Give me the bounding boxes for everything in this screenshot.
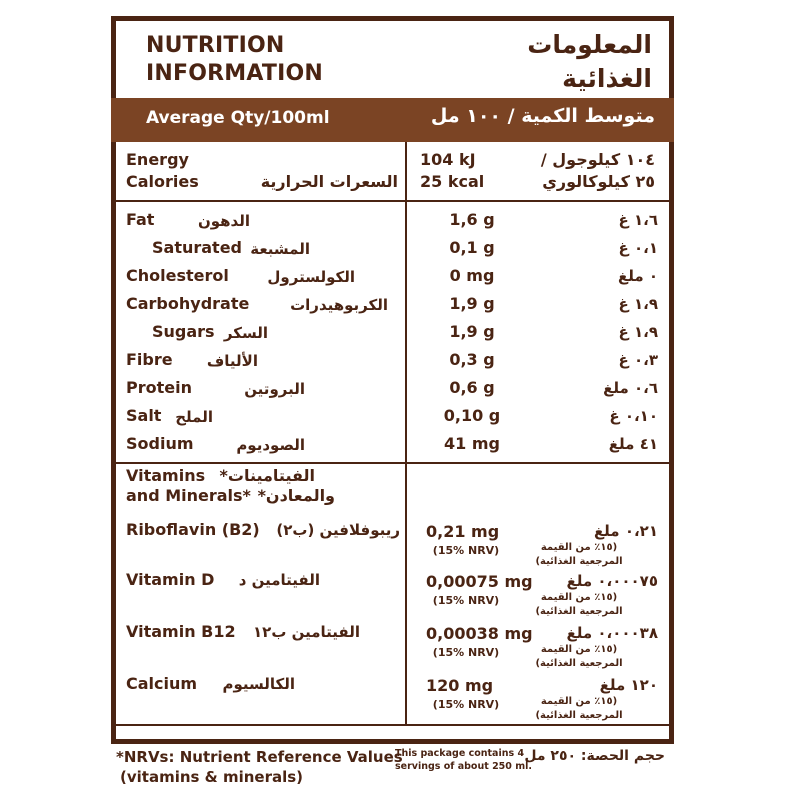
vitamin-nrv: (15% NRV)	[432, 594, 500, 607]
vitamin-nrv-ar-line1: (١٥٪ من القيمة	[540, 644, 618, 655]
vitamin-nrv: (15% NRV)	[432, 646, 500, 659]
nutrient-label-en: Salt	[126, 406, 162, 425]
vitamin-nrv-ar-line2: المرجعية الغذائية)	[535, 556, 623, 567]
nutrient-value-ar: ٠،١ غ	[618, 239, 658, 257]
vitamin-label-ar: الفيتامين ب١٢	[253, 623, 360, 641]
average-qty-label-ar: متوسط الكمية / ١٠٠ مل	[430, 105, 655, 127]
title-ar-line1: المعلومات	[527, 30, 652, 59]
nutrient-value: 41 mg	[444, 434, 500, 453]
nutrient-value: 1,6 g	[449, 210, 495, 229]
nutrient-value: 0,3 g	[449, 350, 495, 369]
nrv-footnote-line2: (vitamins & minerals)	[120, 768, 304, 786]
vitamin-nrv: (15% NRV)	[432, 544, 500, 557]
calories-label-ar: السعرات الحرارية	[260, 172, 398, 191]
nutrient-value-ar: ٠،٣ غ	[618, 351, 658, 369]
energy-value-ar-kj: ١٠٤ كيلوجول /	[540, 150, 655, 169]
nutrient-label-en: Saturated	[152, 238, 242, 257]
vitamin-value-ar: ٠،٢١ ملغ	[593, 522, 658, 540]
vitamin-nrv-ar-line1: (١٥٪ من القيمة	[540, 542, 618, 553]
vitamin-nrv-ar-line1: (١٥٪ من القيمة	[540, 696, 618, 707]
energy-value-kcal: 25 kcal	[420, 172, 485, 191]
vitamin-label-ar: الفيتامين د	[238, 571, 320, 589]
title-ar-line2: الغذائية	[562, 64, 652, 93]
vitamins-label-en2: and Minerals*	[126, 486, 251, 505]
servings-note-line2: servings of about 250 ml.	[395, 761, 532, 772]
vitamin-nrv: (15% NRV)	[432, 698, 500, 711]
nutrient-label-ar: الكولسترول	[267, 268, 355, 286]
nutrient-label-en: Carbohydrate	[126, 294, 250, 313]
nutrient-value-ar: ٠،١٠ غ	[609, 407, 658, 425]
energy-value-kj: 104 kJ	[420, 150, 476, 169]
nutrient-value-ar: ١،٦ غ	[618, 211, 658, 229]
nrv-footnote-line1: *NRVs: Nutrient Reference Values	[116, 748, 403, 766]
title-en-line2: INFORMATION	[146, 61, 323, 86]
vitamin-value-ar: ٠،٠٠٠٧٥ ملغ	[566, 572, 658, 590]
vitamin-nrv-ar-line1: (١٥٪ من القيمة	[540, 592, 618, 603]
vitamin-value: 0,21 mg	[426, 522, 500, 541]
vitamin-label-ar: ريبوفلافين (ب٢)	[276, 521, 400, 539]
divider-footer	[116, 724, 669, 726]
nutrient-value: 0,10 g	[443, 406, 501, 425]
vitamin-value: 0,00075 mg	[426, 572, 533, 591]
title-en	[146, 32, 323, 88]
average-qty-band	[111, 98, 674, 142]
nutrient-value: 1,9 g	[449, 322, 495, 341]
vitamin-label-en: Vitamin B12	[126, 622, 236, 641]
nutrient-label-ar: الدهون	[197, 212, 250, 230]
nutrient-value: 1,9 g	[449, 294, 495, 313]
vitamin-value-ar: ١٢٠ ملغ	[599, 676, 658, 694]
servings-note-line1: This package contains 4	[395, 748, 525, 759]
vitamin-label-en: Vitamin D	[126, 570, 215, 589]
nutrient-label-ar: المشبعة	[250, 240, 310, 258]
nutrient-value-ar: ٠ ملغ	[617, 267, 658, 285]
vitamin-nrv-ar-line2: المرجعية الغذائية)	[535, 658, 623, 669]
divider-energy	[116, 200, 669, 202]
vitamin-label-ar: الكالسيوم	[222, 675, 295, 693]
vitamin-value: 0,00038 mg	[426, 624, 533, 643]
vitamin-value-ar: ٠،٠٠٠٣٨ ملغ	[566, 624, 658, 642]
nutrient-label-en: Protein	[126, 378, 192, 397]
nutrient-value-ar: ١،٩ غ	[618, 323, 658, 341]
calories-label-en: Calories	[126, 172, 199, 191]
vitamin-nrv-ar-line2: المرجعية الغذائية)	[535, 710, 623, 721]
nutrient-value-ar: ٠،٦ ملغ	[603, 379, 658, 397]
nutrient-label-en: Sugars	[152, 322, 215, 341]
title-ar	[470, 28, 652, 96]
vitamins-label-ar2: والمعادن*	[257, 486, 335, 505]
nutrient-value-ar: ٤١ ملغ	[608, 435, 658, 453]
vitamin-label-en: Riboflavin (B2)	[126, 520, 260, 539]
nutrient-value-ar: ١،٩ غ	[618, 295, 658, 313]
nutrient-label-ar: الملح	[175, 408, 213, 426]
nutrient-value: 0,1 g	[449, 238, 495, 257]
vitamins-label-en1: Vitamins	[126, 466, 206, 485]
nutrient-label-en: Cholesterol	[126, 266, 229, 285]
divider-nutrients	[116, 462, 669, 464]
nutrient-label-ar: الصوديوم	[236, 436, 305, 454]
nutrient-value: 0,6 g	[449, 378, 495, 397]
nutrient-label-en: Fat	[126, 210, 155, 229]
nutrient-label-ar: السكر	[223, 324, 268, 342]
energy-label-en: Energy	[126, 150, 189, 169]
vitamin-value: 120 mg	[426, 676, 494, 695]
nutrient-label-ar: الكربوهيدرات	[290, 296, 388, 314]
nutrient-label-en: Sodium	[126, 434, 194, 453]
average-qty-label-en: Average Qty/100ml	[146, 108, 330, 128]
vitamin-nrv-ar-line2: المرجعية الغذائية)	[535, 606, 623, 617]
vitamins-label-ar1: الفيتامينات*	[219, 466, 315, 485]
nutrient-value: 0 mg	[449, 266, 495, 285]
vitamin-label-en: Calcium	[126, 674, 198, 693]
nutrient-label-ar: الألياف	[206, 352, 258, 370]
serving-size-ar: حجم الحصة: ٢٥٠ مل	[524, 748, 665, 764]
energy-value-ar-kcal: ٢٥ كيلوكالوري	[542, 172, 655, 191]
nutrient-label-ar: البروتين	[244, 380, 305, 398]
title-en-line1: NUTRITION	[146, 33, 285, 58]
nutrient-label-en: Fibre	[126, 350, 173, 369]
